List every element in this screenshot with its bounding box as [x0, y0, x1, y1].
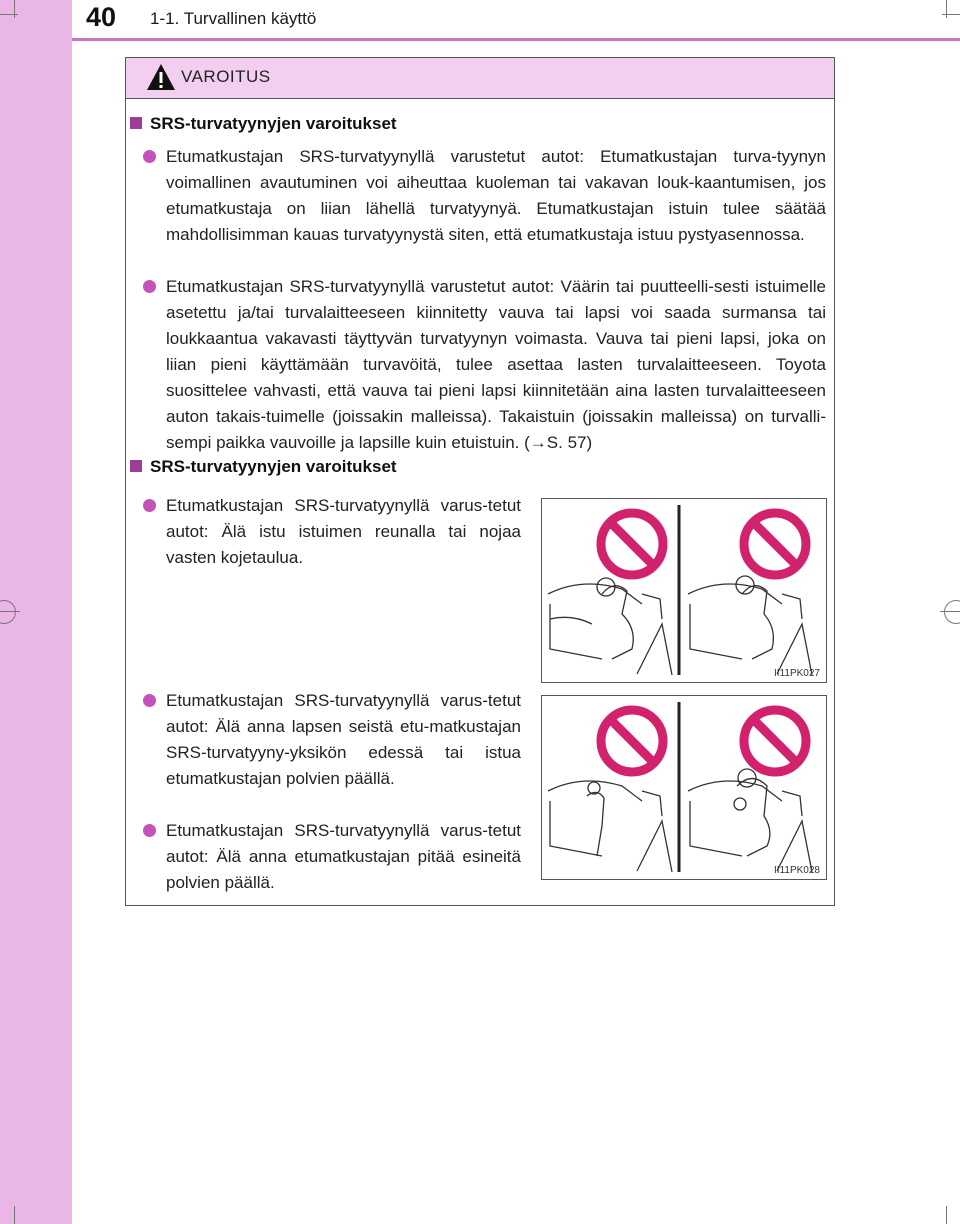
- crop-mark: [946, 0, 947, 18]
- bullet-item: Etumatkustajan SRS-turvatyynyllä varus-tetut autot: Älä anna lapsen seistä etu-matkustajan SRS-turvatyyny-yksikön edessä tai istua etumatkustajan polvien päällä.: [166, 688, 521, 792]
- crop-mark: [942, 14, 960, 15]
- crop-mark: [14, 0, 15, 18]
- warning-title: VAROITUS: [181, 67, 271, 86]
- bullet-item: Etumatkustajan SRS-turvatyynyllä varus-tetut autot: Älä istu istuimen reunalla tai nojaa vasten kojetaulua.: [166, 493, 521, 571]
- crop-mark: [0, 14, 18, 15]
- illustration-figure: [541, 695, 827, 880]
- section-heading: SRS-turvatyynyjen varoitukset: [130, 114, 397, 134]
- prohibition-sign-icon: [744, 710, 806, 772]
- square-bullet-icon: [130, 117, 142, 129]
- bullet-item: Etumatkustajan SRS-turvatyynyllä varustetut autot: Etumatkustajan turva-tyynyn voimallinen avautuminen voi aiheuttaa kuoleman tai vakavan louk-kaantumisen, jos etumatkustaja on liian lähellä turvatyynyä. Etumatkustajan istuin tulee säätää mahdollisimman kauas turvatyynystä siten, että etumatkustaja istuu pystyasennossa.: [166, 144, 826, 248]
- bullet-dot-icon: [143, 499, 156, 512]
- crop-mark: [940, 611, 960, 612]
- bullet-dot-icon: [143, 150, 156, 163]
- prohibition-sign-icon: [601, 710, 663, 772]
- bullet-dot-icon: [143, 280, 156, 293]
- section-heading: SRS-turvatyynyjen varoitukset: [130, 457, 397, 477]
- airbag-seating-illustration: [542, 499, 825, 681]
- crop-mark: [0, 611, 20, 612]
- bullet-dot-icon: [143, 824, 156, 837]
- bullet-item: Etumatkustajan SRS-turvatyynyllä varus-tetut autot: Älä anna etumatkustajan pitää esineitä polvien päällä.: [166, 818, 521, 896]
- header-rule: [72, 38, 960, 41]
- figure-code: II11PK028: [774, 865, 820, 876]
- warning-box: [125, 57, 835, 906]
- square-bullet-icon: [130, 460, 142, 472]
- warning-header: [126, 58, 834, 99]
- crop-mark: [946, 1206, 947, 1224]
- warning-triangle-icon: [146, 63, 176, 91]
- prohibition-sign-icon: [601, 513, 663, 575]
- registration-mark: [944, 600, 960, 624]
- figure-code: II11PK027: [774, 668, 820, 679]
- child-airbag-illustration: [542, 696, 825, 878]
- bullet-item: Etumatkustajan SRS-turvatyynyllä varustetut autot: Väärin tai puutteelli-sesti istuimelle asetettu ja/tai turvalaitteeseen kiinnitetty vauva tai lapsi voi saada surmansa tai loukkaantua vakavasti täyttyvän turvatyynyn voimasta. Vauva tai pieni lapsi, joka on liian pieni käyttämään turvavöitä, tulee asettaa lasten turvalaitteeseen. Toyota suosittelee vahvasti, että vauva tai pieni lapsi kiinnitetään aina lasten turvalaitteeseen auton takais-tuimelle (joissakin malleissa). Takaistuin (joissakin malleissa) on turvalli-sempi paikka vauvoille ja lapsille kuin etuistuin. (→S. 57): [166, 274, 826, 456]
- crop-mark: [14, 1206, 15, 1224]
- illustration-figure: [541, 498, 827, 683]
- section-title: 1-1. Turvallinen käyttö: [150, 9, 317, 28]
- prohibition-sign-icon: [744, 513, 806, 575]
- page-number: 40: [86, 2, 117, 32]
- bullet-dot-icon: [143, 694, 156, 707]
